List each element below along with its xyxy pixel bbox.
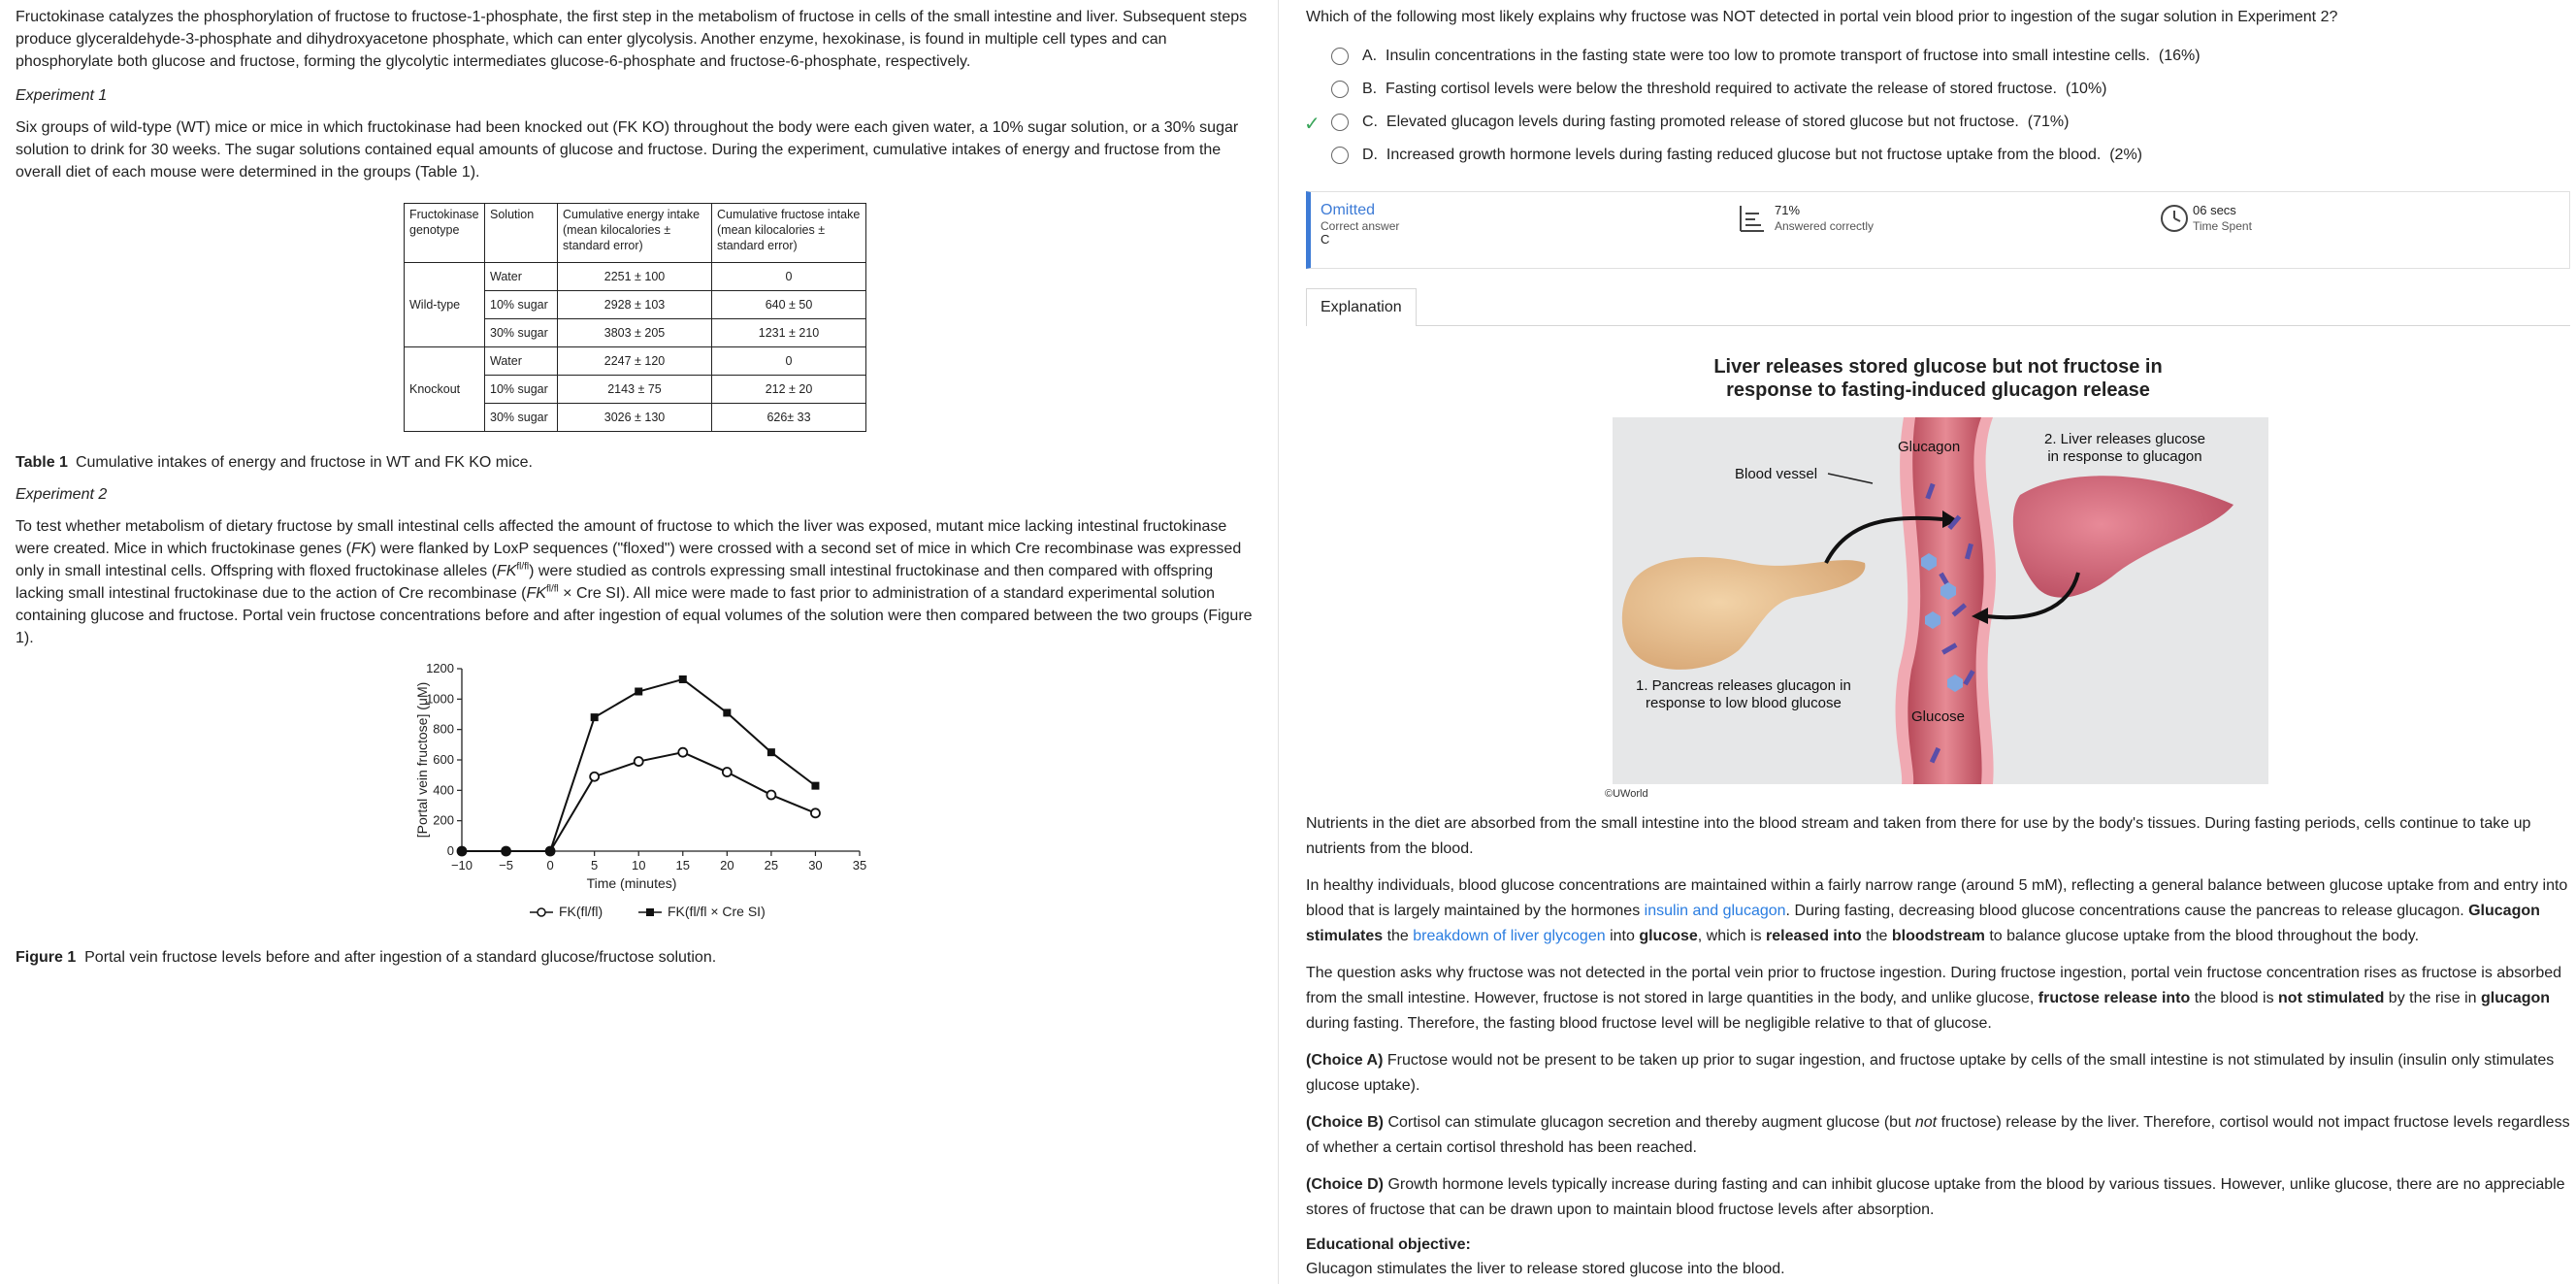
experiment-1-heading: Experiment 1	[16, 87, 108, 104]
correct-check-icon: ✓	[1304, 114, 1321, 135]
experiment-2-heading: Experiment 2	[16, 486, 108, 503]
clock-icon	[2160, 204, 2189, 233]
liver-label: 2. Liver releases glucose in response to glucagon	[2044, 431, 2205, 465]
y-tick-label: 0	[446, 843, 454, 858]
table-caption-label: Table 1	[16, 454, 68, 471]
objective-text: Glucagon stimulates the liver to release stored glucose into the blood.	[1306, 1261, 1785, 1277]
tab-explanation[interactable]: Explanation	[1306, 288, 1417, 326]
data-point	[635, 688, 642, 696]
table-header-solution: Solution	[485, 204, 558, 263]
table-caption	[16, 451, 1262, 474]
data-point	[767, 748, 775, 756]
table-cell-solution: 10% sugar	[485, 291, 558, 319]
table-cell-energy: 3026 ± 130	[558, 404, 712, 432]
table-cell-energy: 2143 ± 75	[558, 376, 712, 404]
answer-choice-c[interactable]: ✓ C. Elevated glucagon levels during fasting promoted release of stored glucose but not fructose. (71%)	[1304, 114, 2070, 135]
radio-button[interactable]	[1331, 114, 1349, 131]
table-cell-fructose: 640 ± 50	[712, 291, 866, 319]
link-insulin-glucagon[interactable]: insulin and glucagon	[1644, 903, 1786, 919]
table-cell-solution: 30% sugar	[485, 319, 558, 347]
x-tick-label: −10	[450, 858, 473, 872]
copyright: ©UWorld	[1605, 788, 1648, 800]
stat-percent	[1738, 202, 1874, 233]
time-label: Time Spent	[2193, 219, 2252, 233]
radio-button[interactable]	[1331, 48, 1349, 65]
explanation-choice-a: (Choice A) Fructose would not be present to be taken up prior to sugar ingestion, and fructose uptake by cells of the small intestine is not stimulated by insulin (insulin only stimulates glucose uptake).	[1306, 1052, 2555, 1094]
data-point	[723, 708, 731, 716]
experiment-1-text: Six groups of wild-type (WT) mice or mice in which fructokinase had been knocked out (FK KO) throughout the body were each given water, a 10% sugar solution, or a 30% sugar solution to drink for 30 weeks. The sugar solutions contained equal amounts of glucose and fructose. During the experiment, cumulative intakes of energy and fructose from the overall diet of each mouse were determined in the groups (Table 1).	[16, 119, 1239, 181]
y-tick-label: 800	[433, 721, 454, 737]
blood-vessel-label: Blood vessel	[1735, 466, 1818, 482]
data-point	[679, 675, 687, 683]
table-cell-energy: 2251 ± 100	[558, 263, 712, 291]
radio-button[interactable]	[1331, 81, 1349, 98]
status-label: Omitted	[1321, 202, 1376, 218]
y-tick-label: 1000	[426, 691, 454, 707]
illustration-graphic	[1613, 417, 2268, 784]
answer-choice-b[interactable]: B. Fasting cortisol levels were below the threshold required to activate the release of stored fructose. (10%)	[1306, 73, 2570, 106]
data-point	[591, 713, 599, 721]
figure-caption-text: Portal vein fructose levels before and after ingestion of a standard glucose/fructose solution.	[84, 949, 717, 966]
table-cell-solution: Water	[485, 347, 558, 376]
explanation-paragraph: Nutrients in the diet are absorbed from the small intestine into the blood stream and taken from there for use by the body's tissues. During fasting periods, cells continue to take up nutrients from the blood.	[1306, 815, 2531, 857]
x-tick-label: 20	[720, 858, 734, 872]
y-tick-label: 400	[433, 782, 454, 798]
table-cell-genotype: Knockout	[405, 347, 485, 432]
table-header-genotype: Fructokinase genotype	[405, 204, 485, 263]
data-point	[723, 768, 732, 776]
percent-value: 71%	[1775, 203, 1801, 217]
figure-1-chart	[413, 661, 879, 933]
x-tick-label: 30	[808, 858, 823, 872]
glucagon-illustration	[1613, 417, 2268, 784]
tab-divider	[1306, 325, 2570, 326]
data-point	[458, 847, 466, 855]
answer-stats-bar	[1306, 191, 2570, 269]
x-tick-label: −5	[499, 858, 513, 872]
line-chart	[413, 661, 879, 933]
table-row	[405, 263, 866, 291]
table-cell-solution: 30% sugar	[485, 404, 558, 432]
link-glycogen-breakdown[interactable]: breakdown of liver glycogen	[1413, 928, 1606, 944]
table-cell-genotype: Wild-type	[405, 263, 485, 347]
legend-label: FK(fl/fl × Cre SI)	[668, 904, 766, 919]
correct-answer-label: Correct answer	[1321, 219, 1400, 233]
objective-heading: Educational objective:	[1306, 1236, 1471, 1253]
legend-label: FK(fl/fl)	[559, 904, 603, 919]
table-cell-energy: 3803 ± 205	[558, 319, 712, 347]
table-cell-solution: 10% sugar	[485, 376, 558, 404]
data-point	[635, 757, 643, 766]
question-pane[interactable]	[1279, 0, 2576, 1284]
percent-label: Answered correctly	[1775, 219, 1875, 233]
data-point	[503, 847, 510, 855]
data-point	[590, 773, 599, 781]
stat-time	[2160, 202, 2252, 233]
correct-answer-value: C	[1321, 232, 1330, 247]
explanation-choice-b: (Choice B) Cortisol can stimulate glucagon secretion and thereby augment glucose (but not fructose) release by the liver. Therefore, cortisol would not impact fructose levels regardless of whether a certain cortisol threshold has been reached.	[1306, 1114, 2570, 1156]
x-axis-label: Time (minutes)	[586, 875, 677, 891]
x-tick-label: 0	[546, 858, 554, 872]
explanation-paragraph: The question asks why fructose was not detected in the portal vein prior to fructose ingestion. During fructose ingestion, portal vein fructose concentration rises as fructose is absorbed from the small intestine. However, fructose is not stored in large quantities in the body, and unlike glucose, fructose release into the blood is not stimulated by the rise in glucagon during fasting. Therefore, the fasting blood fructose level will be negligible relative to that of glucose.	[1306, 965, 2562, 1032]
radio-button[interactable]	[1331, 147, 1349, 164]
data-point	[678, 748, 687, 757]
table-caption-text: Cumulative intakes of energy and fructose in WT and FK KO mice.	[75, 454, 533, 471]
y-tick-label: 200	[433, 812, 454, 828]
answer-choices	[1306, 40, 2570, 172]
table-cell-solution: Water	[485, 263, 558, 291]
x-tick-label: 35	[852, 858, 867, 872]
table-row	[405, 347, 866, 376]
series-line-1	[462, 752, 815, 851]
table-cell-fructose: 212 ± 20	[712, 376, 866, 404]
table-header-energy: Cumulative energy intake (mean kilocalories ± standard error)	[558, 204, 712, 263]
question-stem: Which of the following most likely explains why fructose was NOT detected in portal vein blood prior to ingestion of the sugar solution in Experiment 2?	[1306, 9, 2338, 25]
bar-chart-icon	[1738, 204, 1765, 233]
x-tick-label: 5	[591, 858, 599, 872]
illustration-title: Liver releases stored glucose but not fructose in response to fasting-induced glucagon release	[1713, 356, 2163, 401]
answer-choice-d[interactable]: D. Increased growth hormone levels during fasting reduced glucose but not fructose uptake from the blood. (2%)	[1306, 139, 2570, 172]
x-tick-label: 25	[764, 858, 779, 872]
answer-choice-a[interactable]: A. Insulin concentrations in the fasting state were too low to promote transport of fructose into small intestine cells. (16%)	[1306, 40, 2570, 73]
data-point	[546, 847, 554, 855]
data-point	[811, 782, 819, 790]
table-cell-fructose: 1231 ± 210	[712, 319, 866, 347]
figure-caption-label: Figure 1	[16, 949, 77, 966]
time-value: 06 secs	[2193, 203, 2236, 217]
y-tick-label: 600	[433, 752, 454, 767]
table-cell-fructose: 0	[712, 263, 866, 291]
passage-intro: Fructokinase catalyzes the phosphorylation of fructose to fructose-1-phosphate, the first step in the metabolism of fructose in cells of the small intestine and liver. Subsequent steps produce glyceraldehyde-3-phosphate and dihydroxyacetone phosphate, which can enter glycolysis. Another enzyme, hexokinase, is found in multiple cell types and can phosphorylate both glucose and fructose, forming the glycolytic intermediates glucose-6-phosphate and fructose-6-phosphate, respectively.	[16, 9, 1248, 70]
x-tick-label: 10	[631, 858, 646, 872]
data-point	[811, 808, 820, 817]
explanation-paragraph: In healthy individuals, blood glucose concentrations are maintained within a fairly narrow range (around 5 mM), reflecting a general balance between glucose uptake from and entry into blood that is largely maintained by the hormones insulin and glucagon. During fasting, decreasing blood glucose concentrations cause the pancreas to release glucagon. Glucagon stimulates the breakdown of liver glycogen into glucose, which is released into the bloodstream to balance glucose uptake from the blood throughout the body.	[1306, 877, 2568, 944]
stat-status	[1321, 202, 1399, 247]
y-tick-label: 1200	[426, 661, 454, 675]
glucagon-label: Glucagon	[1898, 439, 1961, 455]
data-point	[766, 791, 775, 800]
explanation-choice-d: (Choice D) Growth hormone levels typically increase during fasting and can inhibit glucose uptake from the blood by various tissues. However, unlike glucose, there are no appreciable stores of fructose that can be drawn upon to maintain blood fructose levels after absorption.	[1306, 1176, 2565, 1218]
x-tick-label: 15	[675, 858, 691, 872]
passage-pane[interactable]	[0, 0, 1278, 1284]
pancreas-label: 1. Pancreas releases glucagon in response to low blood glucose	[1636, 677, 1851, 711]
table-cell-fructose: 0	[712, 347, 866, 376]
legend-marker	[538, 908, 545, 916]
glucose-label: Glucose	[1911, 708, 1966, 725]
table-cell-energy: 2928 ± 103	[558, 291, 712, 319]
experiment-2-text: To test whether metabolism of dietary fructose by small intestinal cells affected the amount of fructose to which the liver was exposed, mutant mice lacking intestinal fructokinase were created. Mice in which fructokinase genes (FK) were flanked by LoxP sequences ("floxed") were crossed with a second set of mice in which Cre recombinase was expressed only in small intestinal cells. Offspring with floxed fructokinase alleles $(FK^{fl/fl})$ were studied as controls expressing small intestinal fructokinase and then compared with offspring lacking small intestinal fructokinase due to the action of Cre recombinase ($FK^{fl/fl}$ × Cre SI). All mice were made to fast prior to administration of a standard experimental solution containing glucose and fructose. Portal vein fructose concentrations before and after ingestion of equal volumes of the solution were then compared between the two groups (Figure 1).	[16, 518, 1253, 646]
table-cell-energy: 2247 ± 120	[558, 347, 712, 376]
table-cell-fructose: 626± 33	[712, 404, 866, 432]
table-1	[404, 203, 1262, 432]
y-axis-label: [Portal vein fructose] (μM)	[414, 681, 430, 839]
table-header-fructose: Cumulative fructose intake (mean kilocalories ± standard error)	[712, 204, 866, 263]
figure-caption	[16, 946, 1262, 969]
legend-marker	[646, 908, 654, 916]
